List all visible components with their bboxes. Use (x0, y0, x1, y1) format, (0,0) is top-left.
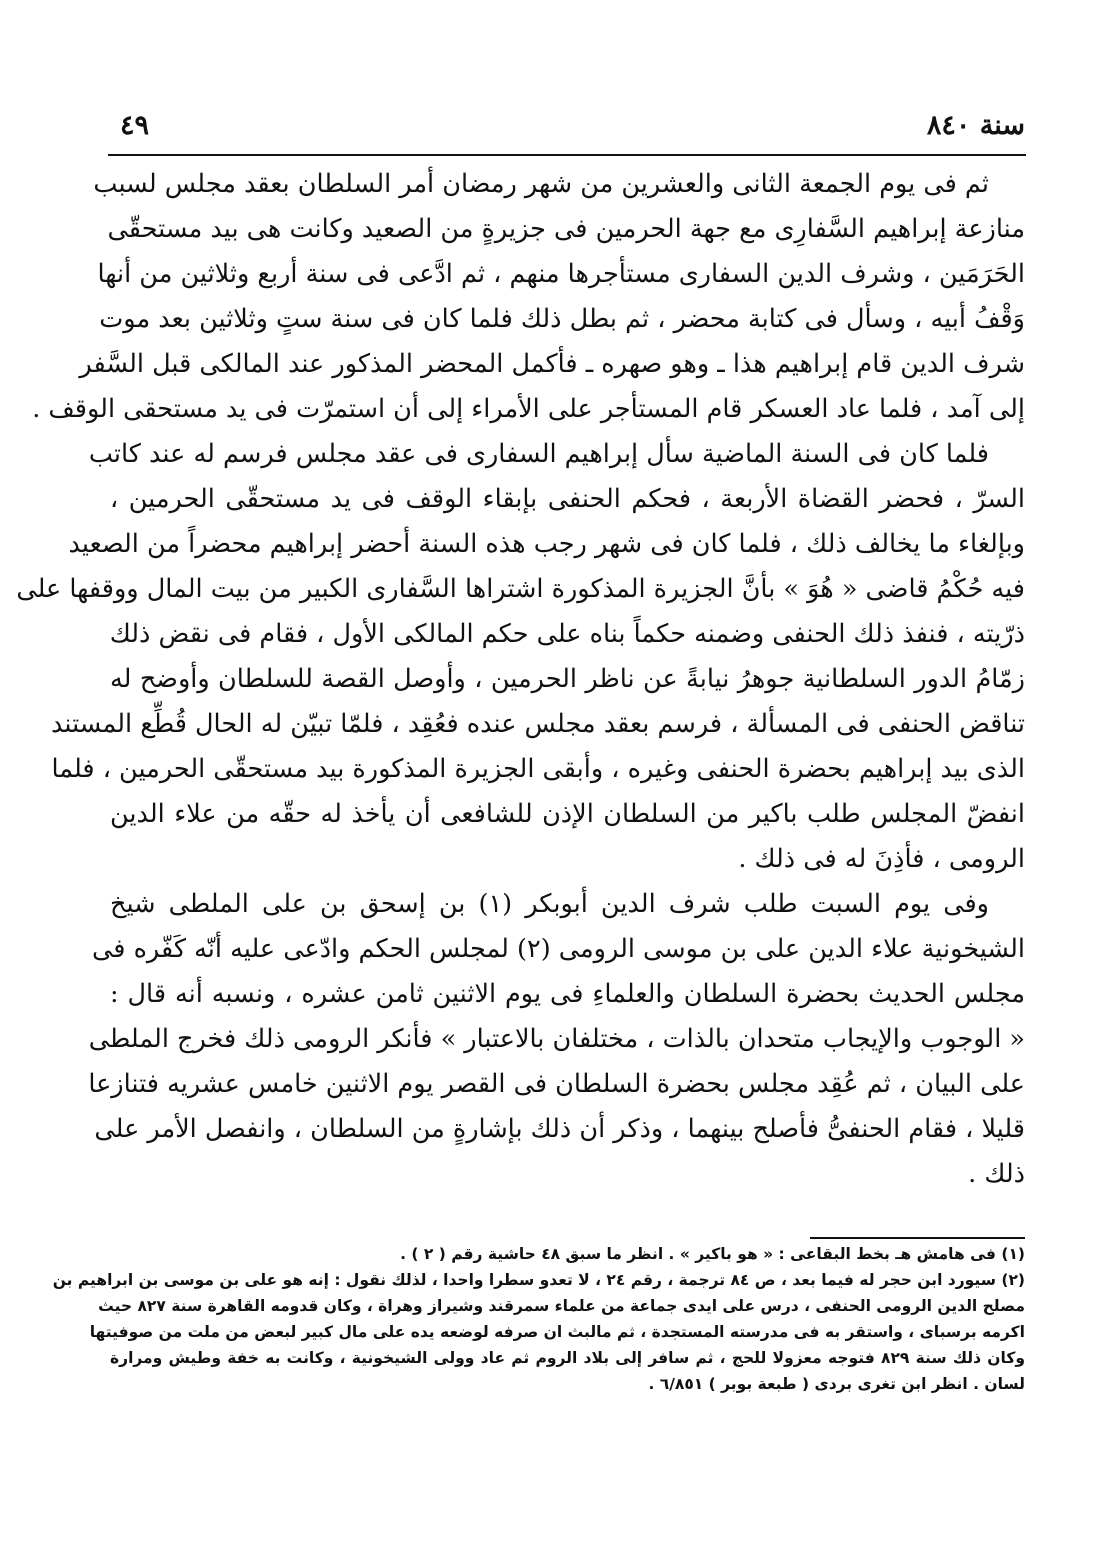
text-line: ذلك . (968, 1159, 1025, 1189)
header-divider (108, 154, 1026, 156)
footnote-2-line: (٢) سيورد ابن حجر له فيما بعد ، ص ٨٤ ترجمة ، رقم ٢٤ ، لا تعدو سطرا واحدا ، لذلك نقول : إنه هو على بن موسى بن ابراهيم بن (52, 1271, 1025, 1289)
text-line: الشيخونية علاء الدين على بن موسى الرومى (٢) لمجلس الحكم وادّعى عليه أنّه كَفّره فى (92, 934, 1025, 964)
paragraph-1 (32, 162, 1025, 432)
text-line: فلما كان فى السنة الماضية سأل إبراهيم السفارى فى عقد مجلس فرسم له عند كاتب (88, 439, 989, 469)
footnote-divider (810, 1237, 1025, 1239)
text-line: مجلس الحديث بحضرة السلطان والعلماءِ فى يوم الاثنين ثامن عشره ، ونسبه أنه قال : (110, 979, 1025, 1009)
text-line: زمّامُ الدور السلطانية جوهرُ نيابةً عن ناظر الحرمين ، وأوصل القصة للسلطان وأوضح له (110, 664, 1025, 694)
page-number: ٤٩ (120, 110, 150, 141)
text-line: وفى يوم السبت طلب شرف الدين أبوبكر (١) بن إسحق بن على الملطى شيخ (110, 889, 989, 919)
text-line: ثم فى يوم الجمعة الثانى والعشرين من شهر رمضان أمر السلطان بعقد مجلس لسبب (93, 169, 989, 199)
text-line: قليلا ، فقام الحنفىُّ فأصلح بينهما ، وذكر أن ذلك بإشارةٍ من السلطان ، وانفصل الأمر على (94, 1114, 1025, 1144)
text-line: السرّ ، فحضر القضاة الأربعة ، فحكم الحنفى بإبقاء الوقف فى يد مستحقّى الحرمين ، (110, 484, 1025, 514)
text-line: إلى آمد ، فلما عاد العسكر قام المستأجر على الأمراء إلى أن استمرّت فى يد مستحقى الوقف . (32, 394, 1025, 424)
page-header (110, 108, 1025, 152)
footnote-2-line: لسان . انظر ابن تغرى بردى ( طبعة بوبر ) ٦/٨٥١ . (648, 1375, 1025, 1393)
running-title: سنة ٨٤٠ (926, 110, 1025, 141)
text-line: شرف الدين قام إبراهيم هذا ـ وهو صهره ـ فأكمل المحضر المذكور عند المالكى قبل السَّفر (79, 349, 1025, 379)
text-line: وبإلغاء ما يخالف ذلك ، فلما كان فى شهر رجب هذه السنة أحضر إبراهيم محضراً من الصعيد (68, 529, 1025, 559)
main-text (16, 162, 1025, 1197)
paragraph-3 (88, 882, 1025, 1197)
text-line: « الوجوب والإيجاب متحدان بالذات ، مختلفان بالاعتبار » فأنكر الرومى ذلك فخرج الملطى (88, 1024, 1025, 1054)
text-line: ذرّيته ، فنفذ ذلك الحنفى وضمنه حكماً بناه على حكم المالكى الأول ، فقام فى نقض ذلك (109, 619, 1025, 649)
footnote-1: (١) فى هامش هـ بخط البقاعى : « هو باكير » . انظر ما سبق ٤٨ حاشية رقم ( ٢ ) . (400, 1245, 1025, 1263)
text-line: الرومى ، فأذِنَ له فى ذلك . (738, 844, 1025, 874)
text-line: منازعة إبراهيم السَّفارِى مع جهة الحرمين فى جزيرةٍ من الصعيد وكانت هى بيد مستحقّى (107, 214, 1025, 244)
text-line: تناقض الحنفى فى المسألة ، فرسم بعقد مجلس عنده فعُقِد ، فلمّا تبيّن له الحال قُطِّع المستند (51, 709, 1025, 739)
text-line: الذى بيد إبراهيم بحضرة الحنفى وغيره ، وأبقى الجزيرة المذكورة بيد مستحقّى الحرمين ، فلما (51, 754, 1025, 784)
paragraph-2 (16, 432, 1025, 882)
text-line: انفضّ المجلس طلب باكير من السلطان الإذن للشافعى أن يأخذ له حقّه من علاء الدين (110, 799, 1025, 829)
footnote-2-line: وكان ذلك سنة ٨٢٩ فتوجه معزولا للحج ، ثم سافر إلى بلاد الروم ثم عاد وولى الشيخونية ، وكانت به خفة وطيش ومرارة (110, 1349, 1025, 1367)
text-line: وَقْفُ أبيه ، وسأل فى كتابة محضر ، ثم بطل ذلك فلما كان فى سنة ستٍ وثلاثين بعد موت (99, 304, 1025, 334)
text-line: على البيان ، ثم عُقِد مجلس بحضرة السلطان فى القصر يوم الاثنين خامس عشريه فتنازعا (88, 1069, 1025, 1099)
footnotes (52, 1241, 1025, 1397)
text-line: فيه حُكْمُ قاضى « هُوَ » بأنَّ الجزيرة المذكورة اشتراها السَّفارى الكبير من بيت المال ووقفها على (16, 574, 1025, 604)
footnote-2-line: مصلح الدين الرومى الحنفى ، درس على ايدى جماعة من علماء سمرقند وشيراز وهراة ، وكان قدومه القاهرة سنة ٨٢٧ حيث (98, 1297, 1025, 1315)
text-line: الحَرَمَين ، وشرف الدين السفارى مستأجرها منهم ، ثم ادَّعى فى سنة أربع وثلاثين من أنها (97, 259, 1025, 289)
footnote-2-line: اكرمه برسباى ، واستقر به فى مدرسته المستجدة ، ثم مالبث ان صرفه لوضعه يده على مال كبير لبعض من ملت من صوفيتها (89, 1323, 1025, 1341)
